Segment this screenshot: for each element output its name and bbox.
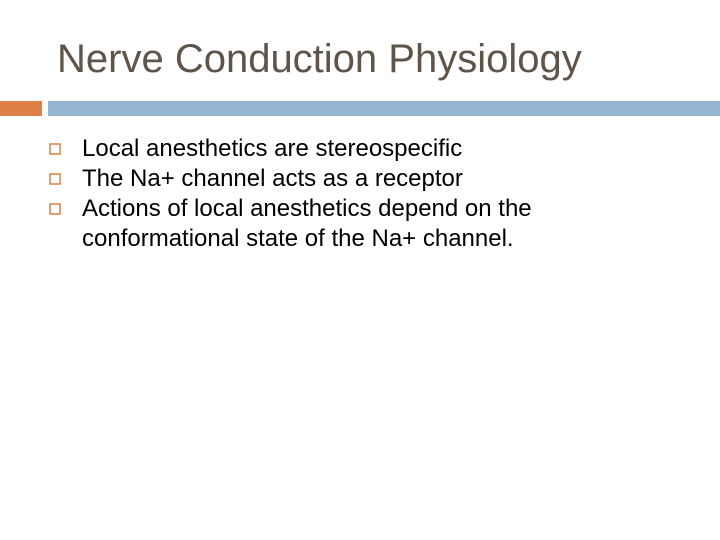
- hollow-square-bullet-icon: [49, 203, 61, 215]
- accent-bar-left: [0, 101, 42, 116]
- accent-bar-right: [48, 101, 720, 116]
- bullet-item: [0, 194, 642, 254]
- bullet-item: [0, 134, 642, 164]
- hollow-square-bullet-icon: [49, 143, 61, 155]
- hollow-square-bullet-icon: [49, 173, 61, 185]
- bullet-list: [0, 134, 642, 254]
- slide-title: Nerve Conduction Physiology: [57, 37, 582, 81]
- bullet-text: Local anesthetics are stereospecific: [82, 135, 463, 162]
- bullet-text: The Na+ channel acts as a receptor: [82, 165, 463, 192]
- bullet-text: Actions of local anesthetics depend on the conformational state of the Na+ channel.: [82, 195, 532, 252]
- bullet-item: [0, 164, 642, 194]
